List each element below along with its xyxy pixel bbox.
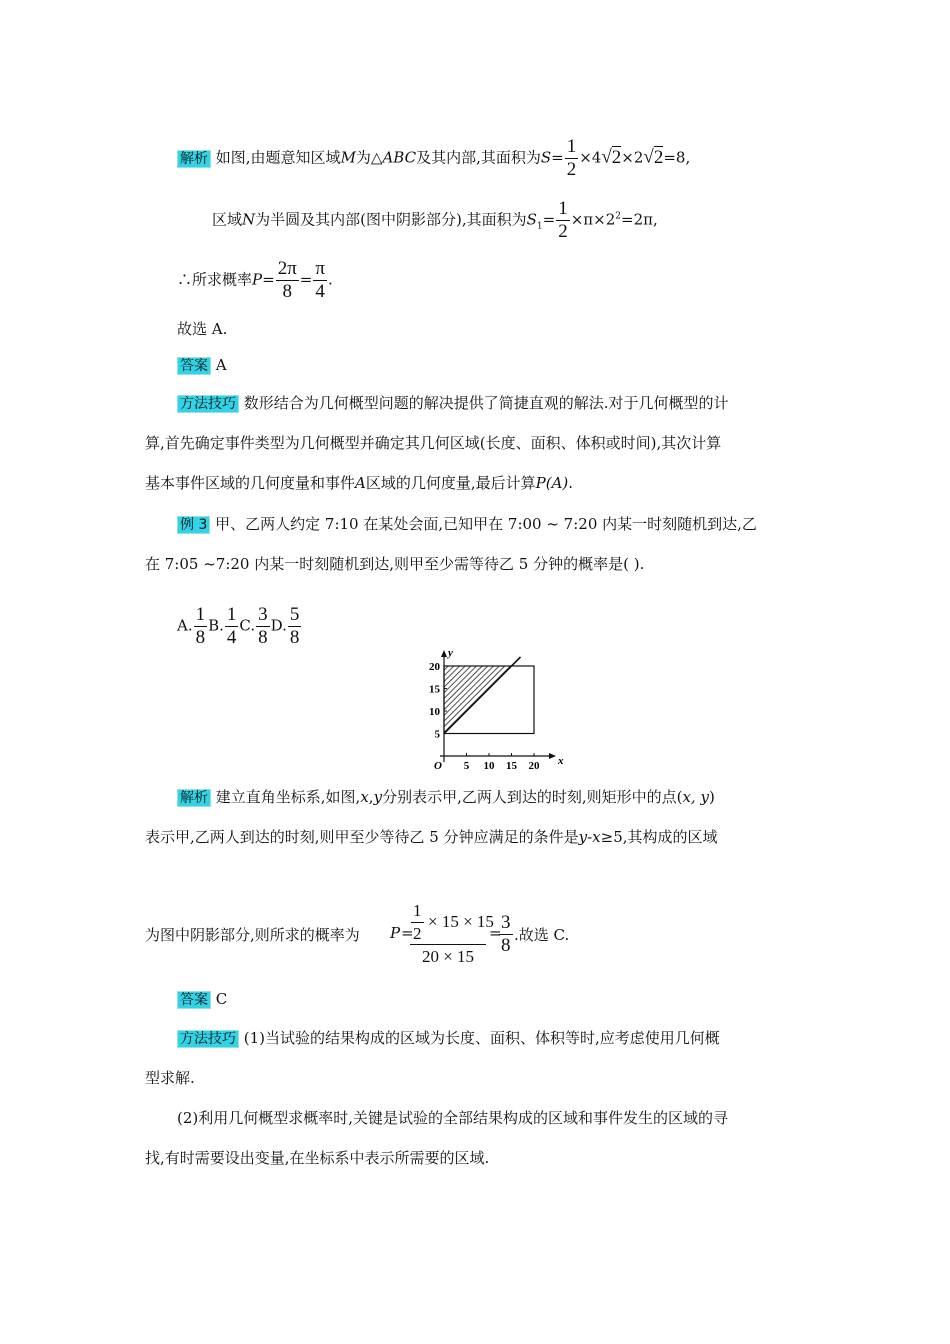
complex-denominator: 20 × 15 — [421, 947, 475, 966]
fraction-pi-4 — [313, 258, 327, 303]
option-d-label: D. — [270, 616, 287, 635]
option-a-fraction — [194, 604, 208, 649]
text: 为半圆及其内部(图中阴影部分),其面积为 — [255, 210, 527, 229]
sqrt-1: √2 — [601, 146, 622, 168]
option-d-fraction — [288, 604, 302, 649]
text: = — [542, 210, 556, 229]
denominator: 8 — [289, 627, 300, 648]
numerator-rest: × 15 × 15 — [428, 912, 494, 931]
y-axis-arrow — [441, 650, 447, 657]
subscript: 1 — [536, 221, 543, 232]
numerator: 1 — [411, 900, 424, 923]
numerator: 1 — [558, 198, 568, 219]
x-axis-label: x — [558, 755, 564, 767]
sqrt-2: √2 — [643, 146, 664, 168]
numerator: 2π — [277, 258, 297, 279]
coordinate-graph — [426, 648, 566, 773]
example-line-1 — [177, 513, 757, 536]
method2-line-1 — [177, 1027, 720, 1050]
text: 分别表示甲,乙两人到达的时刻,则矩形中的点( — [382, 788, 683, 806]
solution2-line-3 — [145, 924, 360, 946]
x-tick-label: 5 — [463, 760, 470, 772]
result-fraction — [499, 912, 513, 957]
numerator: 1 — [226, 604, 237, 625]
tag-example-3: 例 3 — [177, 516, 210, 534]
y-tick-label: 20 — [429, 661, 440, 673]
text: =2π, — [621, 210, 658, 229]
var-xy: x, y — [682, 788, 709, 806]
var-abc: ABC — [382, 148, 417, 167]
var-y-minus-x: y-x — [578, 828, 601, 846]
text: = — [551, 148, 564, 167]
text: 甲、乙两人约定 7:10 在某处会面,已知甲在 7:00 ~ 7:20 内某一时刻随机到达,乙 — [215, 515, 757, 533]
method-line-3 — [145, 472, 573, 494]
method2-line-2: 型求解. — [145, 1069, 195, 1087]
text: =8, — [663, 148, 691, 167]
options-line — [177, 604, 302, 649]
example-line-2: 在 7:05 ~7:20 内某一时刻随机到达,则甲至少需等待乙 5 分钟的概率是( ). — [145, 555, 645, 573]
method-line-1 — [177, 392, 729, 415]
numerator: 5 — [289, 604, 300, 625]
option-a-label: A. — [177, 616, 193, 635]
text: 建立直角坐标系,如图, — [215, 788, 361, 806]
text: , — [368, 788, 374, 806]
text: 为△ — [355, 148, 383, 167]
superscript: 2 — [615, 211, 621, 222]
text: 及其内部,其面积为 — [416, 148, 541, 167]
numerator: π — [315, 258, 325, 279]
text: ×4 — [579, 148, 602, 167]
text: . — [327, 270, 333, 289]
tag-jiexi: 解析 — [177, 789, 211, 807]
text: 表示甲,乙两人到达的时刻,则甲至少等待乙 5 分钟应满足的条件是 — [145, 828, 579, 846]
text: ≥5,其构成的区域 — [600, 828, 718, 846]
tag-daan: 答案 — [177, 991, 211, 1009]
y-tick-label: 5 — [434, 728, 440, 741]
x-tick-label: 10 — [483, 760, 495, 772]
solution-line-3 — [177, 258, 333, 303]
x-tick-label: 20 — [528, 760, 540, 772]
radicand: 2 — [653, 146, 664, 168]
text: 为图中阴影部分,则所求的概率为 — [145, 926, 360, 944]
denominator: 2 — [558, 221, 568, 242]
plot-layer — [429, 650, 556, 772]
text: ×π×2 — [570, 210, 616, 229]
y-axis-label: y — [448, 648, 453, 659]
solution-line-2 — [212, 198, 658, 243]
complex-numerator — [410, 900, 494, 945]
text: ∴所求概率 — [177, 270, 253, 289]
y-tick-label: 15 — [429, 683, 440, 696]
solution2-line-2 — [145, 826, 718, 848]
fraction-2pi-8 — [276, 258, 299, 303]
text: = — [262, 270, 275, 289]
denominator: 8 — [282, 281, 292, 302]
denominator: 8 — [258, 627, 268, 648]
tag-fangfa: 方法技巧 — [177, 395, 239, 413]
text: ) — [708, 788, 715, 806]
text: 区域的几何度量,最后计算 — [365, 474, 536, 492]
var-x: x — [360, 788, 369, 806]
text: 如图,由题意知区域 — [215, 148, 341, 167]
text: . — [568, 474, 574, 492]
fraction-half — [556, 198, 570, 243]
tag-jiexi: 解析 — [177, 150, 211, 168]
text: 数形结合为几何概型问题的解决提供了简捷直观的解法.对于几何概型的计 — [243, 394, 729, 412]
complex-fraction — [410, 900, 494, 969]
denominator: 8 — [195, 627, 206, 648]
option-b-label: B. — [208, 616, 224, 635]
option-c-fraction — [256, 604, 270, 649]
denominator: 4 — [315, 281, 325, 302]
method2-line-4: 找,有时需要设出变量,在坐标系中表示所需要的区域. — [145, 1149, 490, 1167]
text: = — [299, 270, 313, 289]
var-m: M — [340, 148, 356, 167]
var-p: P — [252, 270, 263, 289]
option-c-label: C. — [239, 616, 256, 635]
answer-1-line — [177, 354, 227, 377]
var-a: A — [355, 474, 366, 492]
var-s1: S — [526, 210, 537, 229]
denominator: 4 — [226, 627, 237, 648]
var-pa: P(A) — [535, 474, 569, 492]
tag-daan: 答案 — [177, 357, 211, 375]
method2-line-3: (2)利用几何概型求概率时,关键是试验的全部结果构成的区域和事件发生的区域的寻 — [177, 1109, 729, 1127]
method-line-2: 算,首先确定事件类型为几何概型并确定其几何区域(长度、面积、体积或时间),其次计算 — [145, 434, 722, 452]
inner-fraction — [411, 900, 424, 945]
solution2-line-1 — [177, 786, 715, 809]
text: = — [489, 924, 502, 942]
denominator: 8 — [501, 935, 511, 956]
numerator: 3 — [501, 912, 511, 933]
var-p: P — [390, 924, 401, 942]
fraction-half — [565, 136, 579, 181]
text: (1)当试验的结果构成的区域为长度、面积、体积等时,应考虑使用几何概 — [243, 1029, 720, 1047]
var-s: S — [540, 148, 552, 167]
answer-value: A — [215, 356, 227, 374]
numerator: 3 — [258, 604, 268, 625]
text: ×2 — [621, 148, 644, 167]
denominator: 2 — [566, 159, 577, 180]
radicand: 2 — [611, 146, 622, 168]
text: 区域 — [212, 210, 243, 229]
answer-value: C — [215, 990, 228, 1008]
option-b-fraction — [225, 604, 239, 649]
numerator: 1 — [566, 136, 577, 157]
y-tick-label: 10 — [429, 706, 440, 718]
var-y: y — [373, 788, 383, 806]
numerator: 1 — [195, 604, 206, 625]
x-axis-arrow — [549, 753, 556, 759]
solution-line-1 — [177, 136, 690, 181]
tag-fangfa: 方法技巧 — [177, 1030, 239, 1048]
var-n: N — [242, 210, 256, 229]
origin-label: O — [434, 760, 442, 772]
answer-2-line — [177, 988, 227, 1011]
choose-a-line: 故选 A. — [177, 320, 228, 338]
denominator: 2 — [413, 924, 422, 943]
text: = — [401, 924, 414, 942]
text: .故选 C. — [514, 926, 570, 944]
x-tick-label: 15 — [506, 760, 517, 772]
text: 基本事件区域的几何度量和事件 — [145, 474, 356, 492]
